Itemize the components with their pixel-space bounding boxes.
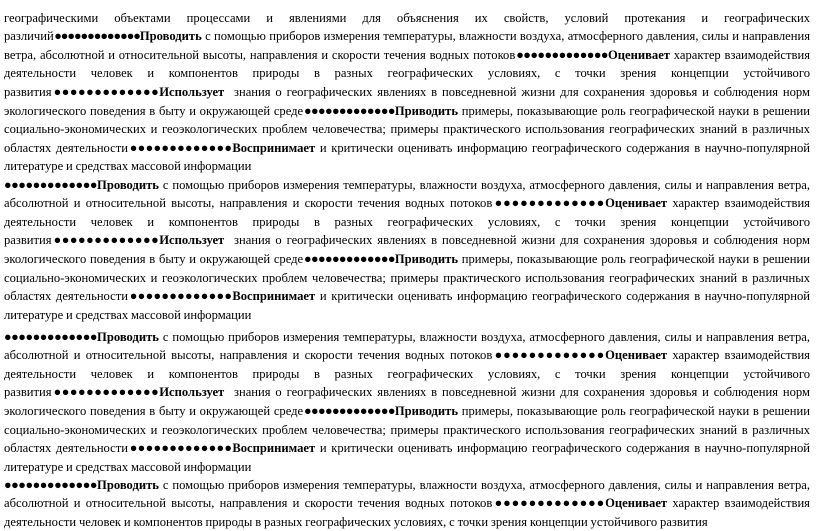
paragraph-3: [4, 328, 810, 477]
bullet-marks: ●●●●●●●●●●●●●: [51, 84, 160, 99]
term-give: Приводить: [394, 103, 459, 118]
text-conduct: с помощью приборов измерения температуры, влажности воздуха, атмосферного давления, силы и направления ветра, абсолютной и относительной высоты, направления и скорости течения водных потоков: [4, 477, 810, 511]
term-perceive: Воспринимает: [232, 140, 316, 155]
bullet-marks: ●●●●●●●●●●●●●: [492, 496, 606, 511]
term-conduct: Проводить: [97, 329, 159, 344]
bullet-marks: ●●●●●●●●●●●●●: [4, 477, 98, 492]
bullet-marks: ●●●●●●●●●●●●●: [53, 29, 140, 44]
text-evaluate: характер взаимодействия деятельности человек и компонентов природы в разных географических условиях, с точки зрения концепции устойчивого развития: [4, 47, 810, 99]
bullet-marks: ●●●●●●●●●●●●●: [303, 403, 395, 418]
term-conduct: Проводить: [97, 477, 159, 492]
text-conduct: с помощью приборов измерения температуры, влажности воздуха, атмосферного давления, силы и направления ветра, абсолютной и относительной высоты, направления и скорости течения водных потоков: [4, 329, 810, 363]
term-evaluate: Оценивает: [605, 348, 668, 363]
term-evaluate: Оценивает: [605, 196, 668, 211]
bullet-marks: ●●●●●●●●●●●●●: [4, 177, 98, 192]
bullet-marks: ●●●●●●●●●●●●●: [303, 251, 395, 266]
bullet-marks: ●●●●●●●●●●●●●: [4, 329, 98, 344]
text-use: знания о географических явлениях в повседневной жизни для сохранения здоровья и соблюдения норм экологического поведения в быту и окружающей среде: [4, 385, 811, 418]
term-use: Использует: [159, 385, 225, 400]
bullet-marks: ●●●●●●●●●●●●●: [303, 103, 395, 118]
text-perceive: и критически оценивать информацию географического содержания в научно-популярной литературе и средствах массовой информации: [4, 441, 810, 474]
text-conduct: с помощью приборов измерения температуры, влажности воздуха, атмосферного давления, силы и направления ветра, абсолютной и относительной высоты, направления и скорости течения водных потоков: [4, 177, 810, 211]
text-evaluate: характер взаимодействия деятельности человек и компонентов природы в разных географических условиях, с точки зрения концепции устойчивого развития: [4, 348, 810, 400]
text-use: знания о географических явлениях в повседневной жизни для сохранения здоровья и соблюдения норм экологического поведения в быту и окружающей среде: [4, 233, 811, 266]
term-give: Приводить: [394, 403, 459, 418]
bullet-marks: ●●●●●●●●●●●●●: [51, 233, 160, 248]
text-give: примеры, показывающие роль географической науки в решении социально-экономических и геоэкологических проблем человечества; примеры практического использования географических знаний в различных областях деятельности: [4, 251, 810, 304]
text-give: примеры, показывающие роль географической науки в решении социально-экономических и геоэкологических проблем человечества; примеры практического использования географических знаний в различных областях деятельности: [4, 403, 810, 456]
bullet-marks: ●●●●●●●●●●●●●: [515, 47, 608, 62]
text-use: знания о географических явлениях в повседневной жизни для сохранения здоровья и соблюдения норм экологического поведения в быту и окружающей среде: [4, 84, 811, 118]
bullet-marks: ●●●●●●●●●●●●●: [492, 196, 606, 211]
term-give: Приводить: [394, 251, 459, 266]
bullet-marks: ●●●●●●●●●●●●●: [128, 441, 233, 456]
text-evaluate: характер взаимодействия деятельности человек и компонентов природы в разных географических условиях, с точки зрения концепции устойчивого развития: [4, 196, 810, 248]
bullet-marks: ●●●●●●●●●●●●●: [128, 289, 233, 304]
bullet-marks: ●●●●●●●●●●●●●: [51, 385, 160, 400]
term-conduct: Проводить: [97, 177, 159, 192]
term-conduct: Проводить: [139, 29, 202, 44]
bullet-marks: ●●●●●●●●●●●●●: [492, 348, 606, 363]
text-conduct: с помощью приборов измерения температуры, влажности воздуха, атмосферного давления, силы и направления ветра, абсолютной и относительной высоты, направления и скорости течения водных потоков: [4, 29, 810, 62]
paragraph-2: [4, 176, 810, 325]
intro-text: географическими объектами процессами и явлениями для объяснения их свойств, условий протекания и географических различий: [4, 10, 810, 44]
term-evaluate: Оценивает: [607, 47, 670, 62]
term-use: Использует: [159, 233, 225, 248]
term-perceive: Воспринимает: [232, 289, 316, 304]
term-evaluate: Оценивает: [605, 496, 668, 511]
text-perceive: и критически оценивать информацию географического содержания в научно-популярной литературе и средствах массовой информации: [4, 140, 810, 174]
term-perceive: Воспринимает: [232, 441, 316, 456]
bullet-marks: ●●●●●●●●●●●●●: [128, 140, 233, 155]
paragraph-4: [4, 476, 810, 531]
paragraph-1: [4, 9, 810, 176]
term-use: Использует: [159, 84, 225, 99]
text-evaluate: характер взаимодействия деятельности человек и компонентов природы в разных географических условиях, с точки зрения концепции устойчивого развития: [4, 496, 810, 529]
text-perceive: и критически оценивать информацию географического содержания в научно-популярной литературе и средствах массовой информации: [4, 289, 810, 322]
text-give: примеры, показывающие роль географической науки в решении социально-экономических и геоэкологических проблем человечества; примеры практического использования географических знаний в различных областях деятельности: [4, 103, 810, 155]
